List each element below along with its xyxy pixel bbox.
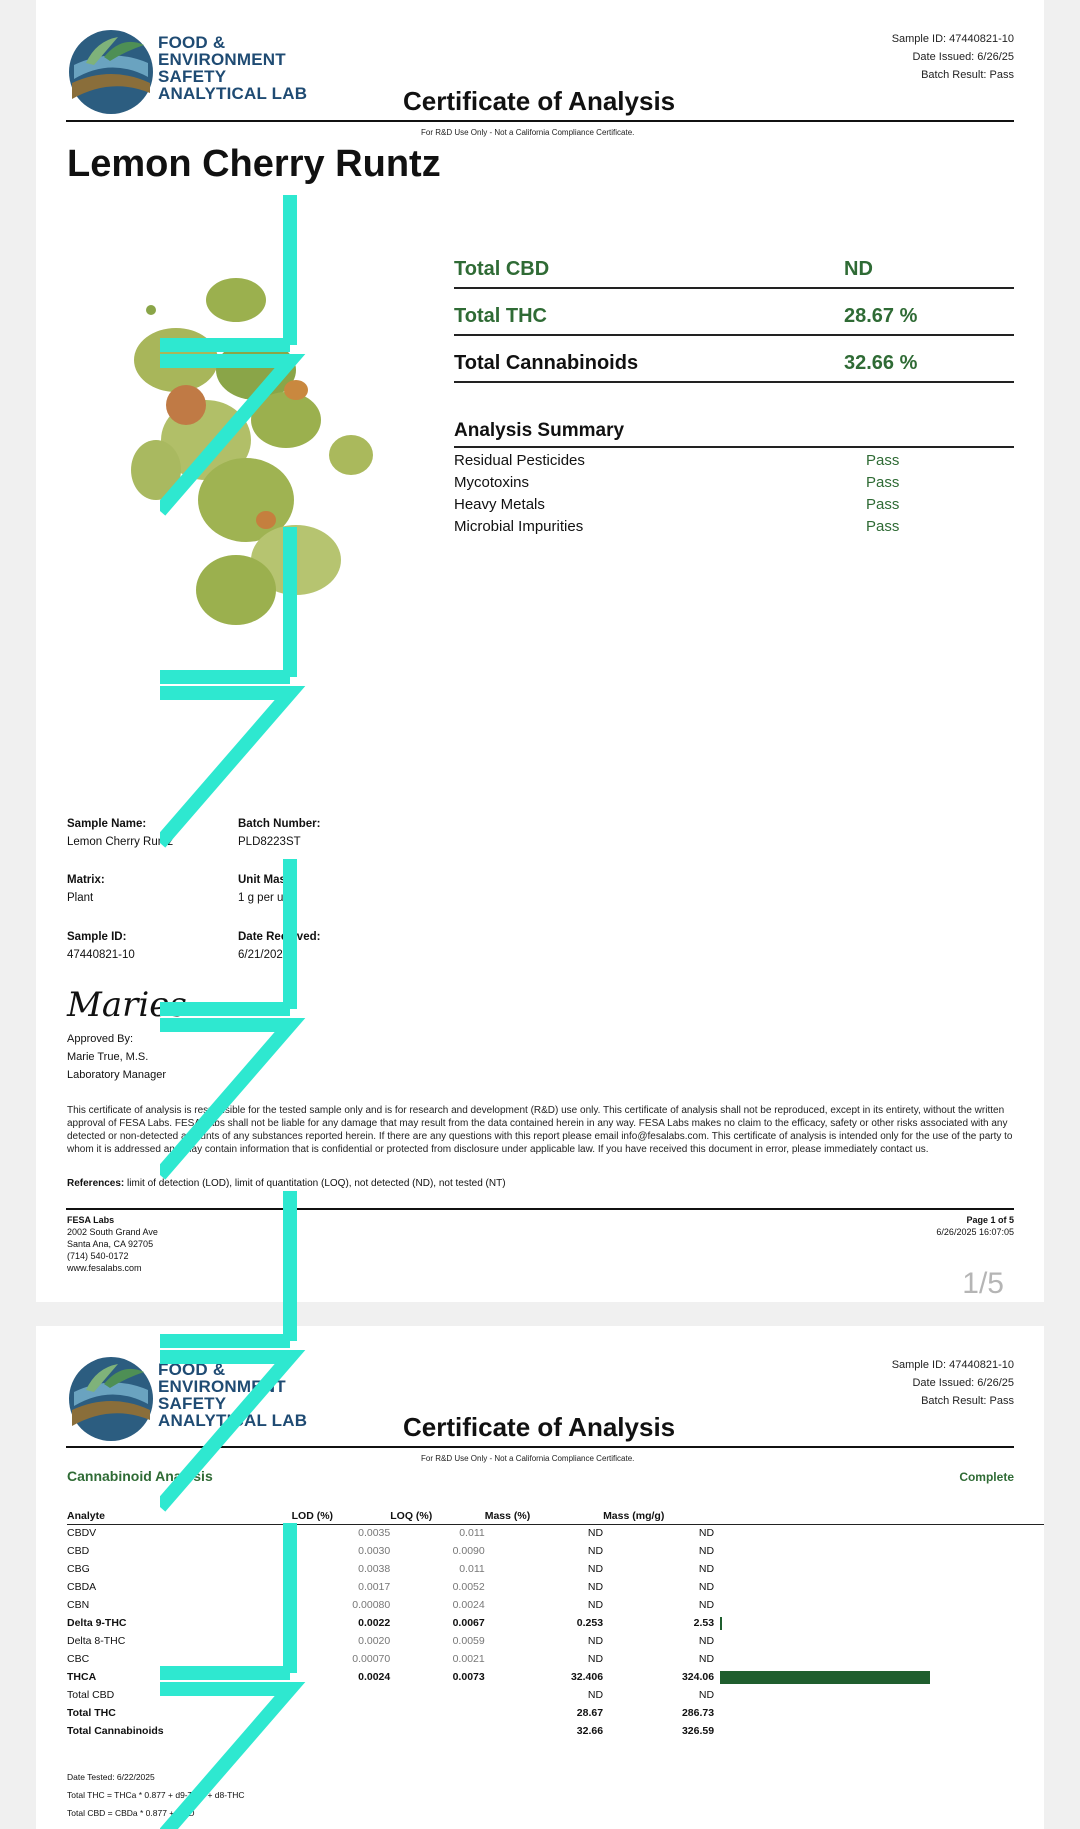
lod-cell: 0.0035 <box>358 1527 391 1540</box>
header-divider <box>66 120 1014 122</box>
mass-pct-cell: ND <box>587 1689 604 1701</box>
disclaimer-text: This certificate of analysis is responsible for the tested sample only and is for research and development (R&D) use only. This certificate of analysis shall not be reproduced, except in its entirety, without the written approval of FESA Labs. FESA Labs shall not be liable for any damage that may result from the data contained herein in any way. FESA Labs makes no claim to the efficacy, safety or other risks associated with any detected or non-detected amounts of any substances reported herein. If there are any questions with this report please email info@fesalabs.com. This certificate of analysis is intended only for the use of the party to whom it is addressed and may contain information that is confidential or protected from disclosure under applicable law. If you have received this document in error, please immediately contact us. <box>67 1105 1013 1155</box>
table-row <box>67 1524 1044 1542</box>
analyte-cell: Total Cannabinoids <box>67 1725 164 1737</box>
summary-item-label: Microbial Impurities <box>454 518 584 535</box>
table-row <box>67 1614 1044 1632</box>
date-tested: Date Tested: 6/22/2025 <box>67 1772 155 1782</box>
approval-block: Approved By: Marie True, M.S. Laboratory Manager <box>67 1033 167 1081</box>
table-row <box>67 1668 1044 1686</box>
table-row <box>67 1686 1044 1704</box>
header-meta <box>892 30 1014 84</box>
sample-id-field: Sample ID: 47440821-10 <box>67 931 135 961</box>
mass-pct-cell: ND <box>587 1599 604 1611</box>
mass-bar-cell <box>714 1596 1044 1614</box>
lod-cell: 0.00080 <box>352 1599 391 1611</box>
footer-address: FESA Labs 2002 South Grand Ave Santa Ana, CA 92705 (714) 540-0172 www.fesalabs.com <box>67 1215 158 1273</box>
summary-item-result: Pass <box>866 474 900 491</box>
matrix-field: Matrix: Plant <box>67 874 105 904</box>
lod-cell: 0.0038 <box>358 1563 391 1575</box>
analyte-cell: CBDA <box>67 1581 97 1593</box>
notes <box>67 1768 245 1822</box>
analyte-cell: THCA <box>67 1671 97 1683</box>
coa-page-2 <box>36 1326 1044 1829</box>
loq-cell: 0.0052 <box>452 1581 485 1593</box>
mass-bar-cell <box>714 1722 1044 1740</box>
mass-mg-cell: ND <box>698 1581 715 1593</box>
summary-item-result: Pass <box>866 518 900 535</box>
rnd-notice: For R&D Use Only - Not a California Compliance Certificate. <box>421 1454 635 1463</box>
unit-mass-field: Unit Mass: 1 g per unit <box>238 874 297 904</box>
lod-cell: 0.0024 <box>358 1671 391 1683</box>
summary-item-label: Heavy Metals <box>454 496 545 513</box>
summary-item <box>454 496 1014 518</box>
analyte-cell: Delta 9-THC <box>67 1617 127 1629</box>
analyte-cell: CBDV <box>67 1527 97 1540</box>
total-cbd-row <box>454 243 1014 289</box>
table-row <box>67 1632 1044 1650</box>
analysis-summary-divider <box>454 446 1014 448</box>
loq-cell: 0.011 <box>459 1563 485 1575</box>
lod-cell: 0.0030 <box>358 1545 391 1557</box>
analysis-summary-title: Analysis Summary <box>454 420 625 441</box>
footer-page-info: Page 1 of 5 6/26/2025 16:07:05 <box>936 1215 1014 1237</box>
lab-name: FOOD & ENVIRONMENT SAFETY ANALYTICAL LAB <box>158 1360 308 1430</box>
sample-id: Sample ID: 47440821-10 <box>891 33 1014 45</box>
total-cannabinoids-label: Total Cannabinoids <box>454 352 639 374</box>
loq-cell: 0.0021 <box>452 1653 485 1665</box>
mass-bar-cell <box>714 1704 1044 1722</box>
analyte-cell: Delta 8-THC <box>67 1635 126 1647</box>
signature: Maries <box>67 985 187 1025</box>
footer-divider <box>66 1208 1014 1210</box>
lod-cell: 0.0022 <box>358 1617 391 1629</box>
lod-cell: 0.00070 <box>352 1653 391 1665</box>
mass-bar-cell <box>714 1542 1044 1560</box>
references-line: References: limit of detection (LOD), limit of quantitation (LOQ), not detected (ND), not tested (NT) <box>67 1178 506 1189</box>
summary-item-result: Pass <box>866 496 900 513</box>
batch-number-field: Batch Number: PLD8223ST <box>238 818 321 848</box>
summary-item-label: Mycotoxins <box>454 474 530 491</box>
header-meta <box>892 1356 1014 1410</box>
loq-cell <box>390 1722 484 1740</box>
summary-item-label: Residual Pesticides <box>454 452 585 469</box>
lod-cell: 0.0017 <box>358 1581 391 1593</box>
formula-cbd: Total CBD = CBDa * 0.877 + CBD <box>67 1808 195 1818</box>
mass-bar-cell <box>714 1560 1044 1578</box>
col-bar <box>714 1508 1044 1524</box>
table-row <box>67 1578 1044 1596</box>
mass-pct-cell: 0.253 <box>576 1617 604 1629</box>
date-received-field: Date Received: 6/21/2025 <box>238 931 321 961</box>
lab-name: FOOD & ENVIRONMENT SAFETY ANALYTICAL LAB <box>158 33 308 103</box>
mass-mg-cell: ND <box>698 1563 715 1575</box>
mass-mg-cell: ND <box>698 1653 715 1665</box>
mass-pct-cell: ND <box>587 1581 604 1593</box>
total-cbd-value: ND <box>844 258 873 280</box>
mass-pct-cell: 28.67 <box>576 1707 604 1719</box>
loq-cell: 0.0073 <box>452 1671 485 1683</box>
mass-mg-cell: 2.53 <box>693 1617 715 1629</box>
analyte-cell: CBC <box>67 1653 90 1665</box>
col-lod: LOD (%) <box>292 1508 391 1524</box>
total-cannabinoids-value: 32.66 % <box>844 352 918 374</box>
section-status: Complete <box>959 1470 1014 1484</box>
coa-page-1 <box>36 0 1044 1302</box>
mass-bar-cell <box>714 1578 1044 1596</box>
mass-bar <box>720 1617 722 1630</box>
table-row <box>67 1722 1044 1740</box>
table-row <box>67 1560 1044 1578</box>
sample-name-field: Sample Name: Lemon Cherry Runtz <box>67 818 174 848</box>
fesa-logo-icon <box>66 27 156 117</box>
header-divider <box>66 1446 1014 1448</box>
loq-cell: 0.0067 <box>452 1617 485 1629</box>
loq-cell <box>390 1704 484 1722</box>
loq-cell: 0.0059 <box>452 1635 485 1647</box>
mass-pct-cell: ND <box>587 1545 604 1557</box>
mass-mg-cell: ND <box>698 1545 715 1557</box>
lod-cell <box>292 1704 391 1722</box>
mass-bar-cell <box>714 1650 1044 1668</box>
total-thc-value: 28.67 % <box>844 305 918 327</box>
table-row <box>67 1542 1044 1560</box>
lod-cell <box>292 1722 391 1740</box>
table-row <box>67 1650 1044 1668</box>
certificate-title: Certificate of Analysis <box>403 1412 676 1442</box>
rnd-notice: For R&D Use Only - Not a California Compliance Certificate. <box>421 128 635 137</box>
lod-cell <box>292 1686 391 1704</box>
mass-bar-cell <box>714 1632 1044 1650</box>
table-row <box>67 1704 1044 1722</box>
mass-pct-cell: 32.66 <box>576 1725 604 1737</box>
cannabinoid-table <box>67 1508 1044 1740</box>
mass-mg-cell: 326.59 <box>681 1725 715 1737</box>
mass-pct-cell: ND <box>587 1563 604 1575</box>
mass-bar-cell <box>714 1614 1044 1632</box>
certificate-title: Certificate of Analysis <box>403 86 676 116</box>
loq-cell: 0.0024 <box>452 1599 485 1611</box>
total-thc-label: Total THC <box>454 305 547 327</box>
mass-pct-cell: ND <box>587 1653 604 1665</box>
total-thc-row <box>454 290 1014 336</box>
mass-mg-cell: ND <box>698 1689 715 1701</box>
sample-id: Sample ID: 47440821-10 <box>891 1359 1014 1371</box>
mass-bar <box>720 1671 930 1684</box>
mass-pct-cell: 32.406 <box>570 1671 604 1683</box>
mass-mg-cell: ND <box>698 1527 715 1540</box>
mass-mg-cell: 286.73 <box>681 1707 715 1719</box>
fesa-logo-icon <box>66 1354 156 1444</box>
mass-bar-cell <box>714 1668 1044 1686</box>
table-row <box>67 1596 1044 1614</box>
analyte-cell: CBN <box>67 1599 90 1611</box>
total-cannabinoids-row <box>454 337 1014 383</box>
summary-item <box>454 474 1014 496</box>
col-mass-mg: Mass (mg/g) <box>603 1508 714 1524</box>
col-mass-pct: Mass (%) <box>485 1508 603 1524</box>
summary-item <box>454 452 1014 474</box>
lod-cell: 0.0020 <box>358 1635 391 1647</box>
loq-cell: 0.011 <box>459 1527 485 1540</box>
section-title: Cannabinoid Analysis <box>67 1468 213 1484</box>
loq-cell <box>390 1686 484 1704</box>
batch-result: Batch Result: Pass <box>921 69 1014 81</box>
col-analyte: Analyte <box>67 1508 292 1524</box>
page-indicator: 1/5 <box>962 1267 1004 1300</box>
strain-name: Lemon Cherry Runtz <box>67 143 441 185</box>
analyte-cell: Total CBD <box>67 1689 115 1701</box>
formula-thc: Total THC = THCa * 0.877 + d9-THC + d8-THC <box>67 1790 245 1800</box>
summary-item-result: Pass <box>866 452 900 469</box>
product-photo <box>96 270 406 650</box>
total-cbd-label: Total CBD <box>454 258 550 280</box>
batch-result: Batch Result: Pass <box>921 1395 1014 1407</box>
mass-pct-cell: ND <box>587 1527 604 1540</box>
date-issued: Date Issued: 6/26/25 <box>912 51 1014 63</box>
date-issued: Date Issued: 6/26/25 <box>912 1377 1014 1389</box>
analyte-cell: CBD <box>67 1545 90 1557</box>
mass-mg-cell: ND <box>698 1599 715 1611</box>
summary-item <box>454 518 1014 540</box>
mass-mg-cell: 324.06 <box>681 1671 715 1683</box>
mass-mg-cell: ND <box>698 1635 715 1647</box>
mass-bar-cell <box>714 1686 1044 1704</box>
mass-pct-cell: ND <box>587 1635 604 1647</box>
analyte-cell: CBG <box>67 1563 90 1575</box>
loq-cell: 0.0090 <box>452 1545 485 1557</box>
col-loq: LOQ (%) <box>390 1508 484 1524</box>
table-header-row <box>67 1508 1044 1524</box>
mass-bar-cell <box>714 1524 1044 1542</box>
analyte-cell: Total THC <box>67 1707 116 1719</box>
